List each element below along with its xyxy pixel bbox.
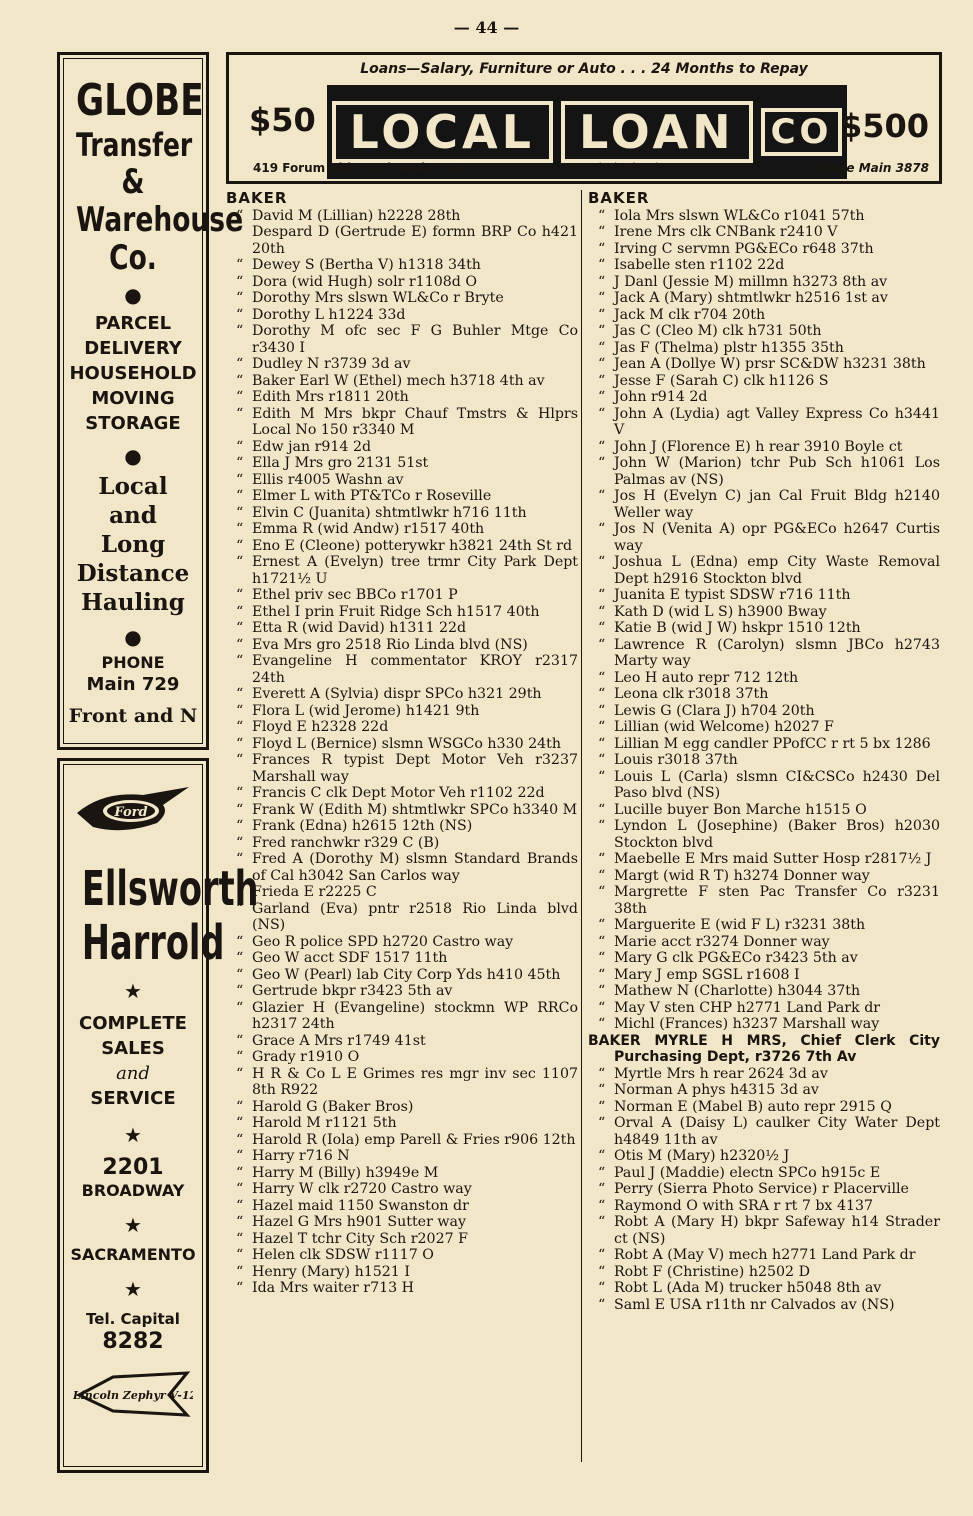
- globe-transfer-ad: [57, 52, 244, 750]
- directory-entry: “ Ella J Mrs gro 2131 51st: [226, 455, 578, 472]
- directory-entry: “ Dorothy M ofc sec F G Buhler Mtge Co r3430 I: [226, 323, 578, 356]
- directory-entry: “ Harold M r1121 5th: [226, 1115, 578, 1132]
- loan-phone: Phone Main 3878: [812, 161, 929, 175]
- directory-entry: “ Louis r3018 37th: [588, 752, 940, 769]
- hauling-hauling: Hauling: [81, 589, 185, 616]
- dealer-name-first: Ellsworth: [81, 861, 259, 917]
- directory-entry: “ Everett A (Sylvia) dispr SPCo h321 29th: [226, 686, 578, 703]
- star-icon: ★: [124, 1277, 142, 1301]
- directory-entry: “ Jas C (Cleo M) clk h731 50th: [588, 323, 940, 340]
- directory-entry: “ Dudley N r3739 3d av: [226, 356, 578, 373]
- directory-entry: “ Geo W acct SDF 1517 11th: [226, 950, 578, 967]
- column-heading: BAKER: [226, 189, 288, 207]
- directory-entry: “ Harold R (Iola) emp Parell & Fries r906 12th: [226, 1132, 578, 1149]
- directory-entry: “ Otis M (Mary) h2320½ J: [588, 1148, 940, 1165]
- entry-list: [226, 208, 578, 1297]
- directory-entry: “ Myrtle Mrs h rear 2624 3d av: [588, 1066, 940, 1083]
- directory-entry: “ Margt (wid R T) h3274 Donner way: [588, 868, 940, 885]
- hauling-distance: Distance: [76, 560, 190, 587]
- directory-entry: “ Kath D (wid L S) h3900 Bway: [588, 604, 940, 621]
- page-number: — 44 —: [453, 18, 520, 37]
- directory-entry: “ Paul J (Maddie) electn SPCo h915c E: [588, 1165, 940, 1182]
- hauling-local: Local: [98, 473, 168, 500]
- directory-entry: “ John r914 2d: [588, 389, 940, 406]
- line-and: and: [116, 1063, 150, 1084]
- directory-entry: “ John A (Lydia) agt Valley Express Co h3441 V: [588, 406, 940, 439]
- globe-phone: Main 729: [86, 674, 180, 695]
- directory-entry: “ Fred ranchwkr r329 C (B): [226, 835, 578, 852]
- directory-entry: “ Floyd E h2328 22d: [226, 719, 578, 736]
- directory-entry: “ Henry (Mary) h1521 I: [226, 1264, 578, 1281]
- directory-entry: “ Iola Mrs slswn WL&Co r1041 57th: [588, 208, 940, 225]
- directory-entry: “ Lawrence R (Carolyn) slsmn JBCo h2743 Marty way: [588, 637, 940, 670]
- directory-entry: “ Leo H auto repr 712 12th: [588, 670, 940, 687]
- directory-entry: “ May V sten CHP h2771 Land Park dr: [588, 1000, 940, 1017]
- directory-entry: “ Floyd L (Bernice) slsmn WSGCo h330 24th: [226, 736, 578, 753]
- globe-warehouse: Warehouse: [76, 200, 244, 240]
- directory-entry: “ Hazel G Mrs h901 Sutter way: [226, 1214, 578, 1231]
- directory-entry: “ Garland (Eva) pntr r2518 Rio Linda blvd (NS): [226, 901, 578, 934]
- directory-entry: “ Harry M (Billy) h3949e M: [226, 1165, 578, 1182]
- bullet-icon: ●: [124, 444, 142, 468]
- directory-entry: “ Glazier H (Evangeline) stockmn WP RRCo h2317 24th: [226, 1000, 578, 1033]
- directory-entry: “ Grace A Mrs r1749 41st: [226, 1033, 578, 1050]
- directory-entry: “ Dewey S (Bertha V) h1318 34th: [226, 257, 578, 274]
- directory-entry: “ Harold G (Baker Bros): [226, 1099, 578, 1116]
- loan-amount-high: $500: [839, 107, 929, 145]
- directory-entry: “ Eva Mrs gro 2518 Rio Linda blvd (NS): [226, 637, 578, 654]
- directory-entry: “ Robt A (Mary H) bkpr Safeway h14 Strader ct (NS): [588, 1214, 940, 1247]
- directory-entry: “ Robt F (Christine) h2502 D: [588, 1264, 940, 1281]
- directory-entry: “ Etta R (wid David) h1311 22d: [226, 620, 578, 637]
- globe-address: Front and N: [68, 705, 198, 727]
- address-street: BROADWAY: [81, 1181, 185, 1200]
- directory-entry: “ Perry (Sierra Photo Service) r Placerville: [588, 1181, 940, 1198]
- line-service: SERVICE: [90, 1088, 176, 1109]
- directory-entry: “ Jos N (Venita A) opr PG&ECo h2647 Curtis way: [588, 521, 940, 554]
- directory-entry: “ Marie acct r3274 Donner way: [588, 934, 940, 951]
- hauling-and: and: [109, 502, 157, 529]
- directory-entry: “ Frank (Edna) h2615 12th (NS): [226, 818, 578, 835]
- globe-ampersand: &: [121, 162, 145, 202]
- globe-co: Co.: [109, 238, 157, 278]
- column-divider: [581, 190, 582, 1462]
- directory-entry: “ Ida Mrs waiter r713 H: [226, 1280, 578, 1297]
- bullet-icon: ●: [124, 625, 142, 649]
- dealer-name-last: Harrold: [81, 915, 225, 971]
- service-parcel: PARCEL: [94, 313, 172, 334]
- directory-entry: “ Ethel I prin Fruit Ridge Sch h1517 40th: [226, 604, 578, 621]
- directory-entry: “ Jack A (Mary) shtmtlwkr h2516 1st av: [588, 290, 940, 307]
- logo-co: CO: [761, 108, 843, 156]
- directory-entry: “ Saml E USA r11th nr Calvados av (NS): [588, 1297, 940, 1314]
- star-icon: ★: [124, 979, 142, 1003]
- directory-entry: “ Katie B (wid J W) hskpr 1510 12th: [588, 620, 940, 637]
- directory-entry: “ Isabelle sten r1102 22d: [588, 257, 940, 274]
- entry-list: [588, 208, 940, 1314]
- directory-column-right: [588, 190, 940, 1313]
- logo-loan: LOAN: [561, 101, 753, 163]
- directory-entry: “ Baker Earl W (Ethel) mech h3718 4th av: [226, 373, 578, 390]
- bullet-icon: ●: [124, 283, 142, 307]
- address-city: SACRAMENTO: [70, 1245, 196, 1264]
- directory-entry: “ Dorothy L h1224 33d: [226, 307, 578, 324]
- line-complete: COMPLETE: [79, 1013, 187, 1034]
- directory-entry: “ Mary J emp SGSL r1608 I: [588, 967, 940, 984]
- column-heading: BAKER: [588, 189, 650, 207]
- directory-entry: “ Louis L (Carla) slsmn CI&CSCo h2430 Del Paso blvd (NS): [588, 769, 940, 802]
- directory-entry: “ Robt L (Ada M) trucker h5048 8th av: [588, 1280, 940, 1297]
- loan-amount-low: $50: [249, 101, 316, 139]
- logo-local: LOCAL: [332, 101, 553, 163]
- tel-number: 8282: [102, 1329, 164, 1354]
- tel-label: Tel. Capital: [86, 1310, 180, 1328]
- directory-entry: “ Mathew N (Charlotte) h3044 37th: [588, 983, 940, 1000]
- directory-entry: “ Helen clk SDSW r1117 O: [226, 1247, 578, 1264]
- directory-entry: “ Harry r716 N: [226, 1148, 578, 1165]
- directory-entry: “ Elmer L with PT&TCo r Roseville: [226, 488, 578, 505]
- directory-entry: “ Dora (wid Hugh) solr r1108d O: [226, 274, 578, 291]
- directory-entry: “ Emma R (wid Andw) r1517 40th: [226, 521, 578, 538]
- directory-entry: “ J Danl (Jessie M) millmn h3273 8th av: [588, 274, 940, 291]
- directory-entry: “ Norman E (Mabel B) auto repr 2915 Q: [588, 1099, 940, 1116]
- directory-entry: “ Flora L (wid Jerome) h1421 9th: [226, 703, 578, 720]
- directory-entry: “ Frank W (Edith M) shtmtlwkr SPCo h3340 M: [226, 802, 578, 819]
- star-icon: ★: [124, 1213, 142, 1237]
- directory-entry: “ Frieda E r2225 C: [226, 884, 578, 901]
- directory-entry: “ Lillian M egg candler PPofCC r rt 5 bx 1286: [588, 736, 940, 753]
- directory-entry: “ Jack M clk r704 20th: [588, 307, 940, 324]
- directory-entry: “ Jean A (Dollye W) prsr SC&DW h3231 38th: [588, 356, 940, 373]
- directory-entry: “ Margrette F sten Pac Transfer Co r3231 38th: [588, 884, 940, 917]
- directory-entry: “ Norman A phys h4315 3d av: [588, 1082, 940, 1099]
- directory-entry: “ Lucille buyer Bon Marche h1515 O: [588, 802, 940, 819]
- directory-entry: “ Marguerite E (wid F L) r3231 38th: [588, 917, 940, 934]
- directory-entry: “ Edith M Mrs bkpr Chauf Tmstrs & Hlprs Local No 150 r3340 M: [226, 406, 578, 439]
- directory-entry: “ Dorothy Mrs slswn WL&Co r Bryte: [226, 290, 578, 307]
- directory-entry: “ Gertrude bkpr r3423 5th av: [226, 983, 578, 1000]
- directory-entry: “ Geo R police SPD h2720 Castro way: [226, 934, 578, 951]
- globe-title: GLOBE: [76, 75, 204, 126]
- directory-entry: “ Edith Mrs r1811 20th: [226, 389, 578, 406]
- directory-entry: “ Edw jan r914 2d: [226, 439, 578, 456]
- globe-transfer: Transfer: [76, 126, 193, 164]
- directory-entry: “ John W (Marion) tchr Pub Sch h1061 Los Palmas av (NS): [588, 455, 940, 488]
- directory-column-left: [226, 190, 578, 1297]
- directory-entry: “ David M (Lillian) h2228 28th: [226, 208, 578, 225]
- star-icon: ★: [124, 1123, 142, 1147]
- directory-entry: “ Ethel priv sec BBCo r1701 P: [226, 587, 578, 604]
- loan-address: 419 Forum Bldg., 9th and K Sts.: [253, 161, 469, 175]
- loan-floor: (4th Floor): [597, 161, 660, 175]
- service-moving: MOVING: [91, 388, 175, 409]
- directory-entry: “ Frances R typist Dept Motor Veh r3237 Marshall way: [226, 752, 578, 785]
- directory-entry: “ Elvin C (Juanita) shtmtlwkr h716 11th: [226, 505, 578, 522]
- directory-entry: “ Leona clk r3018 37th: [588, 686, 940, 703]
- directory-entry: “ Joshua L (Edna) emp City Waste Removal Dept h2916 Stockton blvd: [588, 554, 940, 587]
- directory-entry: “ Irene Mrs clk CNBank r2410 V: [588, 224, 940, 241]
- hauling-long: Long: [100, 531, 166, 558]
- service-storage: STORAGE: [85, 413, 181, 434]
- directory-entry: “ Fred A (Dorothy M) slsmn Standard Brands of Cal h3042 San Carlos way: [226, 851, 578, 884]
- directory-entry: “ Eno E (Cleone) potterywkr h3821 24th St rd: [226, 538, 578, 555]
- directory-entry: “ H R & Co L E Grimes res mgr inv sec 1107 8th R922: [226, 1066, 578, 1099]
- directory-entry: “ Despard D (Gertrude E) formn BRP Co h421 20th: [226, 224, 578, 257]
- globe-phone-label: PHONE: [101, 653, 165, 672]
- ellsworth-harrold-ad: [57, 758, 259, 1473]
- directory-entry: “ Ellis r4005 Washn av: [226, 472, 578, 489]
- directory-entry: “ Orval A (Daisy L) caulker City Water Dept h4849 11th av: [588, 1115, 940, 1148]
- directory-entry: “ Lillian (wid Welcome) h2027 F: [588, 719, 940, 736]
- directory-entry: “ Jesse F (Sarah C) clk h1126 S: [588, 373, 940, 390]
- directory-entry: “ Maebelle E Mrs maid Sutter Hosp r2817½ J: [588, 851, 940, 868]
- directory-entry: “ Raymond O with SRA r rt 7 bx 4137: [588, 1198, 940, 1215]
- service-delivery: DELIVERY: [84, 338, 182, 359]
- directory-entry: “ Jas F (Thelma) plstr h1355 35th: [588, 340, 940, 357]
- address-number: 2201: [102, 1155, 164, 1180]
- local-loan-ad: [226, 52, 942, 184]
- service-household: HOUSEHOLD: [69, 363, 197, 384]
- directory-entry: “ Grady r1910 O: [226, 1049, 578, 1066]
- directory-entry: “ Lyndon L (Josephine) (Baker Bros) h2030 Stockton blvd: [588, 818, 940, 851]
- directory-entry: “ Jos H (Evelyn C) jan Cal Fruit Bldg h2140 Weller way: [588, 488, 940, 521]
- directory-entry: “ Hazel T tchr City Sch r2027 F: [226, 1231, 578, 1248]
- directory-entry: “ Robt A (May V) mech h2771 Land Park dr: [588, 1247, 940, 1264]
- directory-entry: “ Juanita E typist SDSW r716 11th: [588, 587, 940, 604]
- directory-entry: “ Harry W clk r2720 Castro way: [226, 1181, 578, 1198]
- zephyr-logo-text: Lincoln Zephyr V-12: [73, 1389, 193, 1402]
- directory-entry: “ Irving C servmn PG&ECo r648 37th: [588, 241, 940, 258]
- directory-entry: “ Hazel maid 1150 Swanston dr: [226, 1198, 578, 1215]
- directory-entry: “ Mary G clk PG&ECo r3423 5th av: [588, 950, 940, 967]
- line-sales: SALES: [101, 1038, 165, 1059]
- directory-entry: “ Geo W (Pearl) lab City Corp Yds h410 45th: [226, 967, 578, 984]
- directory-entry: “ Michl (Frances) h3237 Marshall way: [588, 1016, 940, 1033]
- directory-entry: “ Ernest A (Evelyn) tree trmr City Park Dept h1721½ U: [226, 554, 578, 587]
- directory-entry: “ Evangeline H commentator KROY r2317 24th: [226, 653, 578, 686]
- directory-entry: “ John J (Florence E) h rear 3910 Boyle ct: [588, 439, 940, 456]
- directory-entry: BAKER MYRLE H MRS, Chief Clerk City Purchasing Dept, r3726 7th Av: [588, 1032, 940, 1065]
- ford-logo-text: Ford: [114, 805, 148, 820]
- directory-entry: “ Lewis G (Clara J) h704 20th: [588, 703, 940, 720]
- loan-tagline: Loans—Salary, Furniture or Auto . . . 24 Months to Repay: [360, 61, 808, 77]
- directory-entry: “ Francis C clk Dept Motor Veh r1102 22d: [226, 785, 578, 802]
